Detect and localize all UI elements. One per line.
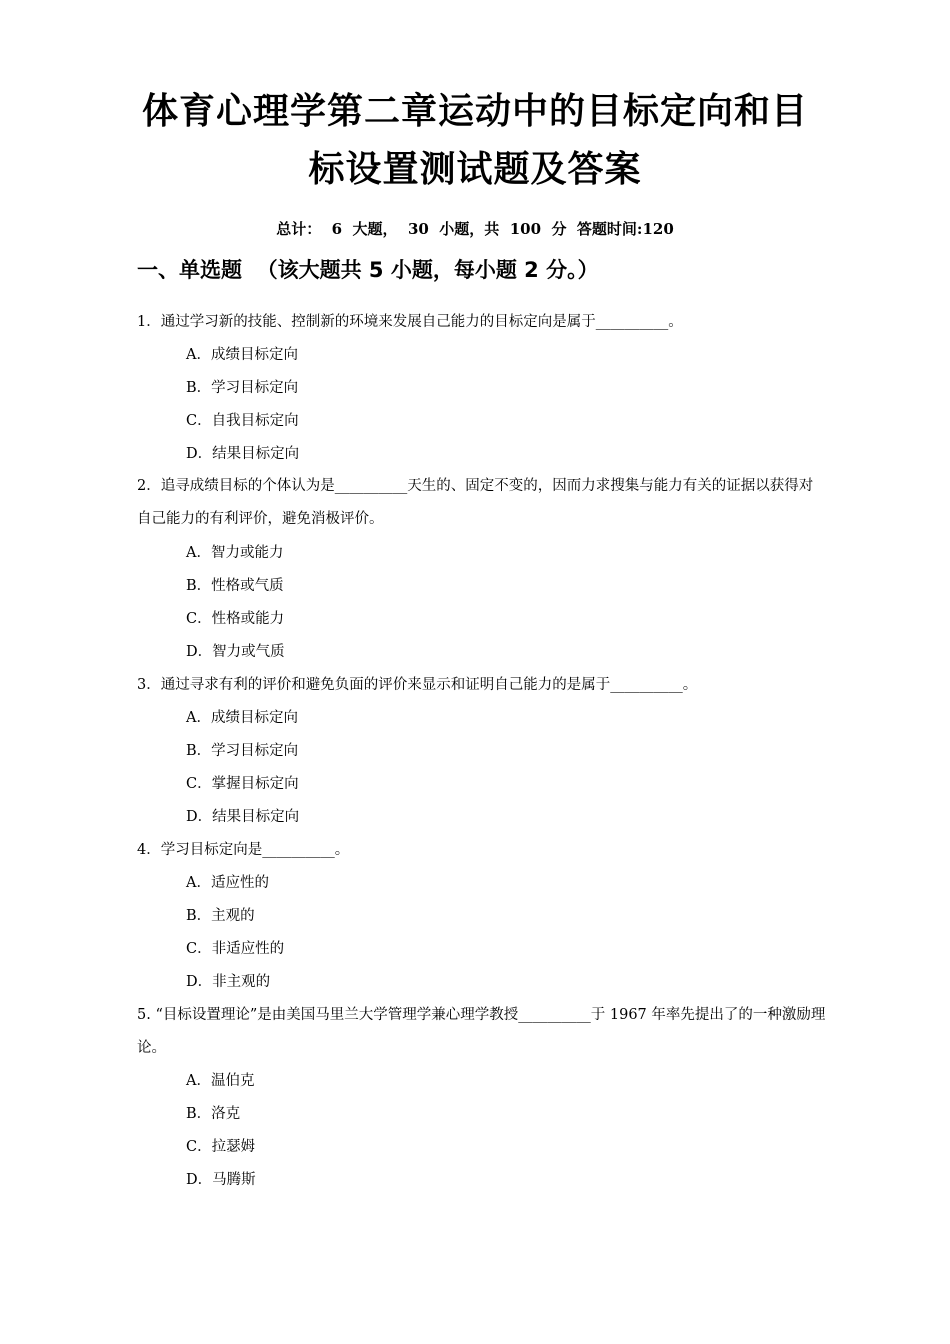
question-2-option-b: B．性格或气质 [186, 578, 284, 594]
question-4-option-c: C．非适应性的 [186, 941, 285, 957]
question-5-option-d: D．马腾斯 [186, 1172, 256, 1188]
question-1-option-b: B．学习目标定向 [186, 380, 299, 396]
question-3-option-c: C．掌握目标定向 [186, 776, 299, 792]
question-3-text: 3．通过寻求有利的评价和避免负面的评价来显示和证明自己能力的是属于__________。 [137, 677, 698, 693]
question-2-option-d: D．智力或气质 [186, 644, 285, 660]
question-3-option-a: A．成绩目标定向 [186, 710, 298, 726]
question-4-option-a: A．适应性的 [186, 875, 269, 891]
document-title-line-1: 体育心理学第二章运动中的目标定向和目 [141, 91, 808, 132]
question-5-text: 5. “目标设置理论”是由美国马里兰大学管理学兼心理学教授__________于 1967 年率先提出了的一种激励理论。 [137, 1007, 826, 1056]
question-4-option-d: D．非主观的 [186, 974, 271, 990]
question-2-text: 2．追寻成绩目标的个体认为是__________天生的、固定不变的，因而力求搜集与能力有关的证据以获得对自己能力的有利评价，避免消极评价。 [137, 478, 814, 527]
document-title-line-2: 标设置测试题及答案 [308, 149, 642, 190]
question-1-text: 1．通过学习新的技能、控制新的环境来发展自己能力的目标定向是属于__________。 [137, 314, 683, 330]
question-1-option-d: D．结果目标定向 [186, 446, 300, 462]
question-2-option-a: A．智力或能力 [186, 545, 284, 561]
question-1-option-a: A．成绩目标定向 [186, 347, 298, 363]
question-3-option-d: D．结果目标定向 [186, 809, 300, 825]
question-1-option-c: C．自我目标定向 [186, 413, 299, 429]
question-4-text: 4．学习目标定向是__________。 [137, 842, 350, 858]
question-3-option-b: B．学习目标定向 [186, 743, 299, 759]
question-5-option-b: B．洛克 [186, 1106, 241, 1122]
question-5-option-a: A．温伯克 [186, 1073, 255, 1089]
question-2-option-c: C．性格或能力 [186, 611, 285, 627]
question-5-option-c: C．拉瑟姆 [186, 1139, 256, 1155]
exam-summary: 总计： 6 大题， 30 小题，共 100 分 答题时间:120 [276, 220, 674, 238]
question-4-option-b: B．主观的 [186, 908, 255, 924]
section-heading: 一、单选题 （该大题共 5 小题，每小题 2 分。） [137, 258, 599, 282]
